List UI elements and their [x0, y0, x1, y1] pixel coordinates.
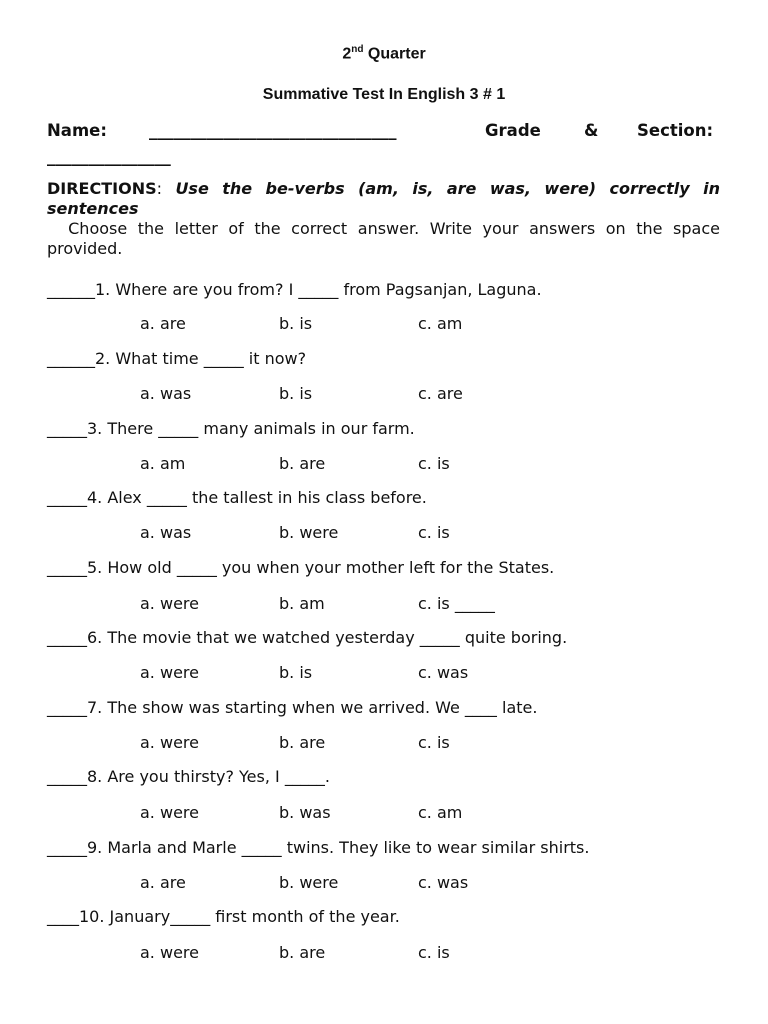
option-c: c. was [418, 873, 469, 892]
option-b: b. are [279, 943, 326, 962]
quarter-heading [0, 44, 768, 63]
option-a: a. were [140, 733, 199, 752]
question-10: ____10. January_____ first month of the year. [47, 907, 400, 926]
options-2 [0, 384, 768, 406]
option-b: b. are [279, 454, 326, 473]
option-b: b. am [279, 594, 325, 613]
options-6 [0, 663, 768, 685]
instructions-text [47, 219, 720, 259]
quarter-word: Quarter [367, 45, 426, 63]
options-9 [0, 873, 768, 895]
option-a: a. are [140, 873, 186, 892]
option-b: b. is [279, 663, 313, 682]
directions-label: DIRECTIONS [47, 179, 157, 198]
question-6: _____6. The movie that we watched yesterday _____ quite boring. [47, 628, 568, 647]
question-5: _____5. How old _____ you when your mother left for the States. [47, 558, 555, 577]
option-b: b. is [279, 314, 313, 333]
option-a: a. were [140, 943, 199, 962]
question-1: ______1. Where are you from? I _____ from Pagsanjan, Laguna. [47, 280, 542, 299]
option-a: a. am [140, 454, 186, 473]
options-7 [0, 733, 768, 755]
option-c: c. is [418, 454, 450, 473]
question-4: _____4. Alex _____ the tallest in his class before. [47, 488, 427, 507]
option-b: b. were [279, 873, 339, 892]
question-8: _____8. Are you thirsty? Yes, I _____. [47, 767, 330, 786]
grade-label: Grade [485, 121, 541, 140]
name-blank: ______________________________ [149, 121, 397, 140]
options-10 [0, 943, 768, 965]
option-b: b. were [279, 523, 339, 542]
option-a: a. was [140, 523, 192, 542]
quarter-ordinal-suffix: nd [351, 44, 364, 55]
ampersand: & [584, 121, 599, 140]
options-4 [0, 523, 768, 545]
option-a: a. were [140, 663, 199, 682]
test-title: Summative Test In English 3 # 1 [262, 86, 506, 103]
options-8 [0, 803, 768, 825]
directions-colon: : [156, 179, 162, 198]
question-2: ______2. What time _____ it now? [47, 349, 307, 368]
directions-emphasis: Use the be-verbs (am, is, are was, were) correctly in sentences [47, 179, 720, 218]
question-3: _____3. There _____ many animals in our farm. [47, 419, 415, 438]
options-1 [0, 314, 768, 336]
option-a: a. was [140, 384, 192, 403]
name-label: Name: [47, 121, 107, 140]
option-c: c. is [418, 523, 450, 542]
option-c: c. are [418, 384, 463, 403]
option-a: a. were [140, 594, 199, 613]
option-c: c. am [418, 803, 463, 822]
name-grade-row [47, 121, 720, 145]
option-a: a. were [140, 803, 199, 822]
options-3 [0, 454, 768, 476]
option-c: c. was [418, 663, 469, 682]
option-a: a. are [140, 314, 186, 333]
section-blank: _______________ [47, 147, 171, 166]
option-c: c. is [418, 733, 450, 752]
directions [47, 179, 720, 219]
quarter-number: 2 [342, 45, 352, 63]
instructions-sentence: Choose the letter of the correct answer. Write your answers on the space provided. [47, 219, 720, 258]
question-9: _____9. Marla and Marle _____ twins. They like to wear similar shirts. [47, 838, 590, 857]
question-7: _____7. The show was starting when we arrived. We ____ late. [47, 698, 538, 717]
option-b: b. are [279, 733, 326, 752]
option-c: c. is [418, 943, 450, 962]
option-c: c. is _____ [418, 594, 495, 613]
options-5 [0, 594, 768, 616]
option-b: b. was [279, 803, 331, 822]
option-b: b. is [279, 384, 313, 403]
option-c: c. am [418, 314, 463, 333]
section-label: Section: [637, 121, 714, 140]
